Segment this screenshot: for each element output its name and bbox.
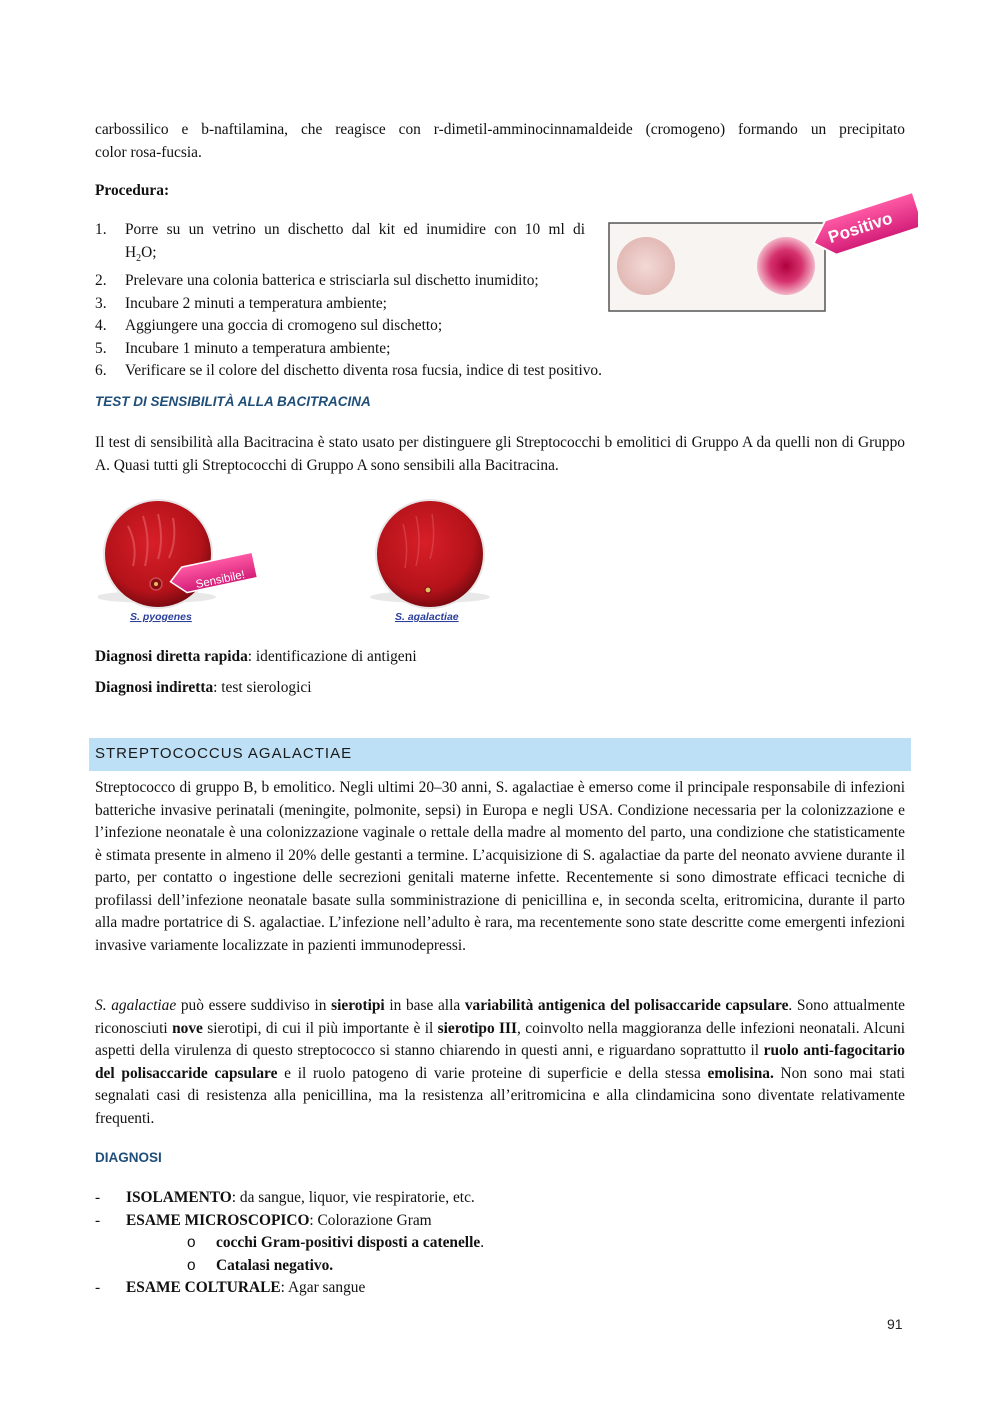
list-number: 5. — [95, 339, 107, 357]
positive-disc — [757, 237, 815, 295]
bacitracina-plates-image — [98, 496, 498, 626]
procedura-title-text: Procedura: — [95, 182, 170, 199]
sensibile-label: Sensibile! — [194, 569, 247, 592]
list-item — [95, 293, 695, 316]
list-item — [95, 270, 695, 293]
agalactiae-paragraph-1: Streptococco di gruppo B, b emolitico. Negli ultimi 20–30 anni, S. agalactiae è emerso come il principale responsabile di infezioni batteriche invasive perinatali (meningite, polmonite, sepsi) in Europa e negli USA. Condizione necessaria per la colonizzazione e l’infezione neonatale è una colonizzazione vaginale o rettale della madre al momento del parto, una condizione che statisticamente è stimata presente in almeno il 20% delle gestanti a termine. L’acquisizione di S. agalactiae da parte del neonato avviene durante il parto, per contatto o ingestione delle secrezioni genitali materne infette. Recentemente si sono dimostrate efficaci tecniche di profilassi dell’infezione neonatale basate sulla somministrazione di penicillina e, in seconda scelta, eritromicina, durante il parto alla madre portatrice di S. agalactiae. L’infezione nell’adulto è rara, ma recentemente sono state descritte come emergenti infezioni invasive variamente localizzate in pazienti immunodepressi. — [95, 779, 905, 954]
section-title: STREPTOCOCCUS AGALACTIAE — [95, 745, 353, 762]
bacitracina-paragraph: Il test di sensibilità alla Bacitracina è stato usato per distinguere gli Streptococchi b emolitici di Gruppo A da quelli non di Gruppo A. Quasi tutti gli Streptococchi di Gruppo A sono sensibili alla Bacitracina. — [95, 434, 905, 474]
list-text: Incubare 1 minuto a temperatura ambiente; — [125, 339, 391, 357]
list-text: Aggiungere una goccia di cromogeno sul dischetto; — [125, 317, 443, 335]
diagnosi-rapida-label: Diagnosi diretta rapida — [95, 648, 248, 665]
sub-list-item: o Catalasi negativo. — [187, 1256, 334, 1274]
list-text-cont: $H_2O$; — [125, 243, 157, 264]
diagnosi-heading: DIAGNOSI — [95, 1150, 162, 1165]
list-text: Incubare 2 minuti a temperatura ambiente; — [125, 294, 387, 312]
diagnosi-indiretta-line — [95, 677, 311, 700]
sub-list-item: o cocchi Gram-positivi disposti a catenelle. — [187, 1234, 485, 1251]
list-item — [95, 360, 695, 383]
list-number: 1. — [95, 221, 107, 238]
list-number: 4. — [95, 317, 107, 335]
list-number: 2. — [95, 272, 107, 290]
pyr-test-figure — [608, 192, 918, 314]
list-text: Prelevare una colonia batterica e strisciarla sul dischetto inumidito; — [125, 272, 539, 290]
positivo-label: Positivo — [825, 208, 895, 248]
list-item: - ESAME MICROSCOPICO: Colorazione Gram — [95, 1211, 432, 1229]
diagnosi-list — [95, 1187, 795, 1300]
intro-paragraph — [95, 119, 905, 164]
list-item — [95, 219, 695, 270]
diagnosi-indiretta-label: Diagnosi indiretta — [95, 679, 214, 696]
agalactiae-paragraph-2: S. agalactiae può essere suddiviso in sierotipi in base alla variabilità antigenica del polisaccaride capsulare. Sono attualmente riconosciuti nove sierotipi, di cui il più importante è il sierotipo III, coinvolto nella maggioranza delle infezioni neonatali. Alcuni aspetti della virulenza di questo streptococco si stanno chiarendo in questi anni, e riguardano soprattutto il ruolo anti-fagocitario del polisaccaride capsulare e il ruolo patogeno di varie proteine di superficie e della stessa emolisina. Non sono mai stati segnalati casi di resistenza alla penicillina, ma la resistenza all’eritromicina e alla clindamicina sono diventate relativamente frequenti. — [95, 997, 906, 1127]
list-item — [95, 315, 695, 338]
procedure-list — [95, 219, 695, 383]
negative-disc — [617, 237, 675, 295]
list-number: 6. — [95, 362, 107, 380]
page-number: 91 — [887, 1316, 903, 1332]
list-number: 3. — [95, 294, 107, 312]
section-header — [89, 738, 911, 771]
plate-agalactiae-caption: S. agalactiae — [395, 611, 459, 623]
diagnosi-rapida-line — [95, 646, 417, 669]
bacitracina-figure — [98, 496, 498, 626]
procedura-title — [95, 180, 169, 203]
intro-line-2: color rosa-fucsia. — [95, 143, 202, 161]
list-text: Porre su un vetrino un dischetto dal kit ed inumidire con 10 ml di — [125, 221, 585, 238]
pyr-test-image — [608, 192, 918, 314]
list-item — [95, 338, 695, 361]
diagnosi-rapida-text: : identificazione di antigeni — [247, 648, 417, 665]
list-item: - ISOLAMENTO: da sangue, liquor, vie respiratorie, etc. — [95, 1189, 475, 1206]
list-item: - ESAME COLTURALE: Agar sangue — [95, 1279, 366, 1296]
intro-line-1: carbossilico e b-naftilamina, che reagisce con r-dimetil-amminocinnamaldeide (cromogeno) formando un precipitato — [95, 121, 905, 138]
list-text: Verificare se il colore del dischetto diventa rosa fucsia, indice di test positivo. — [125, 362, 602, 380]
plate-pyogenes-caption: S. pyogenes — [130, 611, 192, 623]
diagnosi-indiretta-text: : test sierologici — [213, 679, 312, 696]
bacitracina-heading: TEST DI SENSIBILITÀ ALLA BACITRACINA — [95, 394, 371, 409]
